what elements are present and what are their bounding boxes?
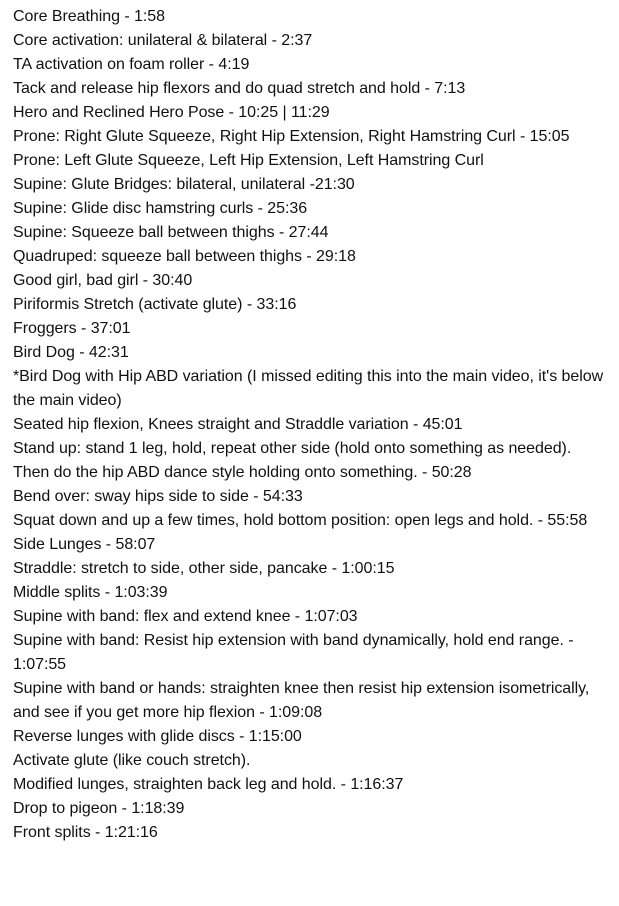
list-item: Seated hip flexion, Knees straight and Straddle variation - 45:01: [13, 416, 463, 433]
list-item: TA activation on foam roller - 4:19: [13, 56, 250, 73]
list-item: *Bird Dog with Hip ABD variation (I missed editing this into the main video, it's below the main video): [13, 368, 604, 409]
list-item: Good girl, bad girl - 30:40: [13, 272, 193, 289]
list-item: Prone: Right Glute Squeeze, Right Hip Extension, Right Hamstring Curl - 15:05: [13, 128, 570, 145]
list-item: Squat down and up a few times, hold bottom position: open legs and hold. - 55:58: [13, 512, 588, 529]
list-item: Supine with band: flex and extend knee - 1:07:03: [13, 608, 358, 625]
list-item: Bird Dog - 42:31: [13, 344, 129, 361]
list-item: Reverse lunges with glide discs - 1:15:00: [13, 728, 302, 745]
list-item: Supine: Squeeze ball between thighs - 27:44: [13, 224, 329, 241]
list-item: Prone: Left Glute Squeeze, Left Hip Extension, Left Hamstring Curl: [13, 152, 484, 169]
list-item: Supine: Glide disc hamstring curls - 25:36: [13, 200, 308, 217]
list-item: Bend over: sway hips side to side - 54:33: [13, 488, 303, 505]
list-item: Supine: Glute Bridges: bilateral, unilateral -21:30: [13, 176, 355, 193]
list-item: Hero and Reclined Hero Pose - 10:25 | 11:29: [13, 104, 330, 121]
list-item: Modified lunges, straighten back leg and hold. - 1:16:37: [13, 776, 404, 793]
list-item: Drop to pigeon - 1:18:39: [13, 800, 185, 817]
list-item: Tack and release hip flexors and do quad stretch and hold - 7:13: [13, 80, 466, 97]
list-item: Straddle: stretch to side, other side, pancake - 1:00:15: [13, 560, 395, 577]
list-item: Quadruped: squeeze ball between thighs - 29:18: [13, 248, 356, 265]
list-item: Core activation: unilateral & bilateral - 2:37: [13, 32, 313, 49]
list-item: Middle splits - 1:03:39: [13, 584, 168, 601]
list-item: Stand up: stand 1 leg, hold, repeat other side (hold onto something as needed). Then do the hip ABD dance style holding onto something. - 50:28: [13, 440, 572, 481]
list-item: Supine with band: Resist hip extension with band dynamically, hold end range. - 1:07:55: [13, 632, 574, 673]
list-item: Front splits - 1:21:16: [13, 824, 158, 841]
list-item: Froggers - 37:01: [13, 320, 131, 337]
list-item: Piriformis Stretch (activate glute) - 33:16: [13, 296, 297, 313]
list-item: Core Breathing - 1:58: [13, 8, 165, 25]
list-item: Side Lunges - 58:07: [13, 536, 156, 553]
list-item: Activate glute (like couch stretch).: [13, 752, 251, 769]
list-item: Supine with band or hands: straighten knee then resist hip extension isometrically, and see if you get more hip flexion - 1:09:08: [13, 680, 590, 721]
